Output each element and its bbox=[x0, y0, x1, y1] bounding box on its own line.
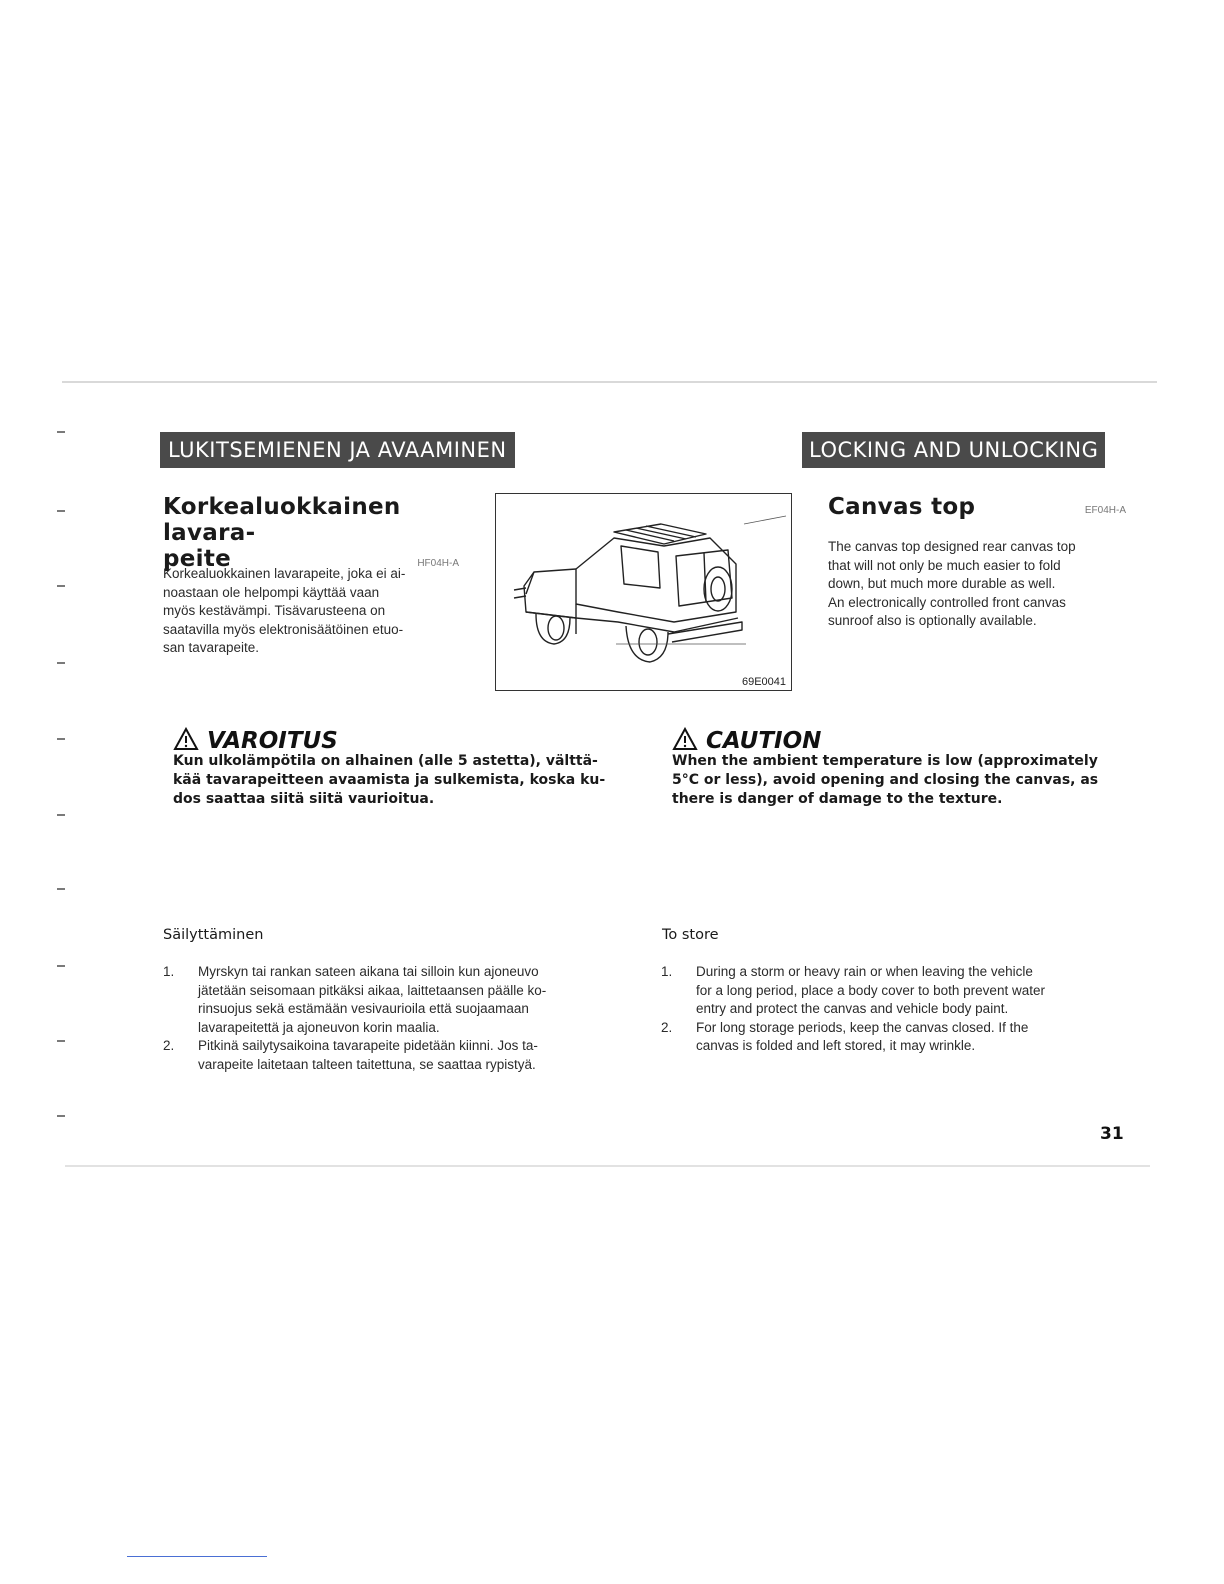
binding-mark bbox=[57, 814, 65, 816]
right-store-heading: To store bbox=[662, 927, 719, 943]
footer-line bbox=[127, 1556, 267, 1557]
caution-text bbox=[672, 752, 1132, 809]
warning-block-finnish bbox=[173, 727, 633, 809]
text-line: Pitkinä sailytysaikoina tavarapeite pidetään kiinni. Jos ta- bbox=[198, 1038, 538, 1053]
vehicle-illustration-icon bbox=[496, 494, 791, 690]
text-line: jätetään seisomaan pitkäksi aikaa, laittetaansen päälle ko- bbox=[198, 982, 547, 998]
text-line: An electronically controlled front canvas bbox=[828, 594, 1066, 610]
warning-triangle-icon bbox=[672, 727, 698, 751]
list-number: 2. bbox=[661, 1019, 673, 1035]
binding-mark bbox=[57, 1040, 65, 1042]
text-line: dos saattaa siitä siitä vaurioitua. bbox=[173, 791, 435, 807]
text-line: 5°C or less), avoid opening and closing the canvas, as bbox=[672, 772, 1099, 788]
text-line: sunroof also is optionally available. bbox=[828, 613, 1037, 628]
list-item bbox=[163, 963, 625, 1037]
text-line: san tavarapeite. bbox=[163, 640, 260, 655]
text-line: entry and protect the canvas and vehicle body paint. bbox=[696, 1001, 1009, 1016]
binding-mark bbox=[57, 585, 65, 587]
left-store-heading: Säilyttäminen bbox=[163, 927, 264, 943]
list-number: 2. bbox=[163, 1038, 175, 1053]
section-title-english: LOCKING AND UNLOCKING bbox=[802, 432, 1105, 468]
text-line: When the ambient temperature is low (approximately bbox=[672, 753, 1098, 769]
caution-block-english bbox=[672, 727, 1132, 809]
text-line: canvas is folded and left stored, it may wrinkle. bbox=[696, 1038, 976, 1053]
right-heading-block bbox=[828, 494, 1128, 526]
warning-title-text: VAROITUS bbox=[207, 728, 338, 754]
bottom-rule bbox=[65, 1165, 1150, 1167]
binding-mark bbox=[57, 431, 65, 433]
binding-mark bbox=[57, 510, 65, 512]
section-title-finnish: LUKITSEMIENEN JA AVAAMINEN bbox=[160, 432, 515, 468]
left-heading-block bbox=[163, 494, 463, 576]
binding-mark bbox=[57, 1115, 65, 1117]
text-line: rinsuojus sekä estämään vesivaurioila että suojaamaan bbox=[198, 1001, 529, 1016]
warning-triangle-icon bbox=[173, 727, 199, 751]
left-intro bbox=[163, 565, 459, 658]
right-section-code: EF04H-A bbox=[1084, 505, 1126, 516]
left-section-code: HF04H-A bbox=[417, 558, 459, 569]
text-line: there is danger of damage to the texture. bbox=[672, 791, 1003, 807]
list-item bbox=[661, 963, 1124, 1019]
text-line: lavarapeitettä ja ajoneuvon korin maalia. bbox=[198, 1019, 440, 1035]
text-line: that will not only be much easier to fold bbox=[828, 557, 1061, 573]
left-heading-line2: peite bbox=[163, 546, 232, 572]
text-line: During a storm or heavy rain or when leaving the vehicle bbox=[696, 964, 1033, 979]
text-line: myös kestävämpi. Tisävarusteena on bbox=[163, 603, 386, 618]
warning-title bbox=[173, 727, 633, 754]
text-line: noastaan ole helpompi käyttää vaan bbox=[163, 584, 380, 600]
right-store-list bbox=[661, 963, 1124, 1056]
page-number: 31 bbox=[1100, 1124, 1124, 1144]
text-line: varapeite laitetaan talteen taitettuna, se saattaa rypistyä. bbox=[198, 1056, 536, 1072]
text-line: saatavilla myös elektronisäätöinen etuo- bbox=[163, 621, 404, 637]
list-item bbox=[661, 1019, 1124, 1056]
list-number: 1. bbox=[661, 964, 673, 979]
text-line: Korkealuokkainen lavarapeite, joka ei ai- bbox=[163, 566, 406, 581]
left-heading-line1: Korkealuokkainen lavara- bbox=[163, 494, 401, 546]
text-line: Myrskyn tai rankan sateen aikana tai silloin kun ajoneuvo bbox=[198, 964, 539, 979]
text-line: kää tavarapeitteen avaamista ja sulkemista, koska ku- bbox=[173, 772, 606, 788]
binding-mark bbox=[57, 662, 65, 664]
top-rule bbox=[62, 381, 1157, 383]
right-heading: Canvas top bbox=[828, 494, 976, 520]
left-store-list bbox=[163, 963, 625, 1074]
text-line: For long storage periods, keep the canvas closed. If the bbox=[696, 1019, 1029, 1035]
text-line: Kun ulkolämpötila on alhainen (alle 5 astetta), välttä- bbox=[173, 753, 598, 769]
binding-mark bbox=[57, 965, 65, 967]
vehicle-figure bbox=[495, 493, 792, 691]
text-line: The canvas top designed rear canvas top bbox=[828, 539, 1076, 554]
caution-title-text: CAUTION bbox=[706, 728, 822, 754]
text-line: for a long period, place a body cover to both prevent water bbox=[696, 982, 1045, 998]
figure-code: 69E0041 bbox=[741, 676, 786, 688]
list-number: 1. bbox=[163, 964, 175, 979]
binding-mark bbox=[57, 888, 65, 890]
binding-mark bbox=[57, 738, 65, 740]
right-intro bbox=[828, 538, 1126, 631]
list-item bbox=[163, 1037, 625, 1074]
warning-text bbox=[173, 752, 633, 809]
caution-title bbox=[672, 727, 1132, 754]
text-line: down, but much more durable as well. bbox=[828, 576, 1056, 591]
